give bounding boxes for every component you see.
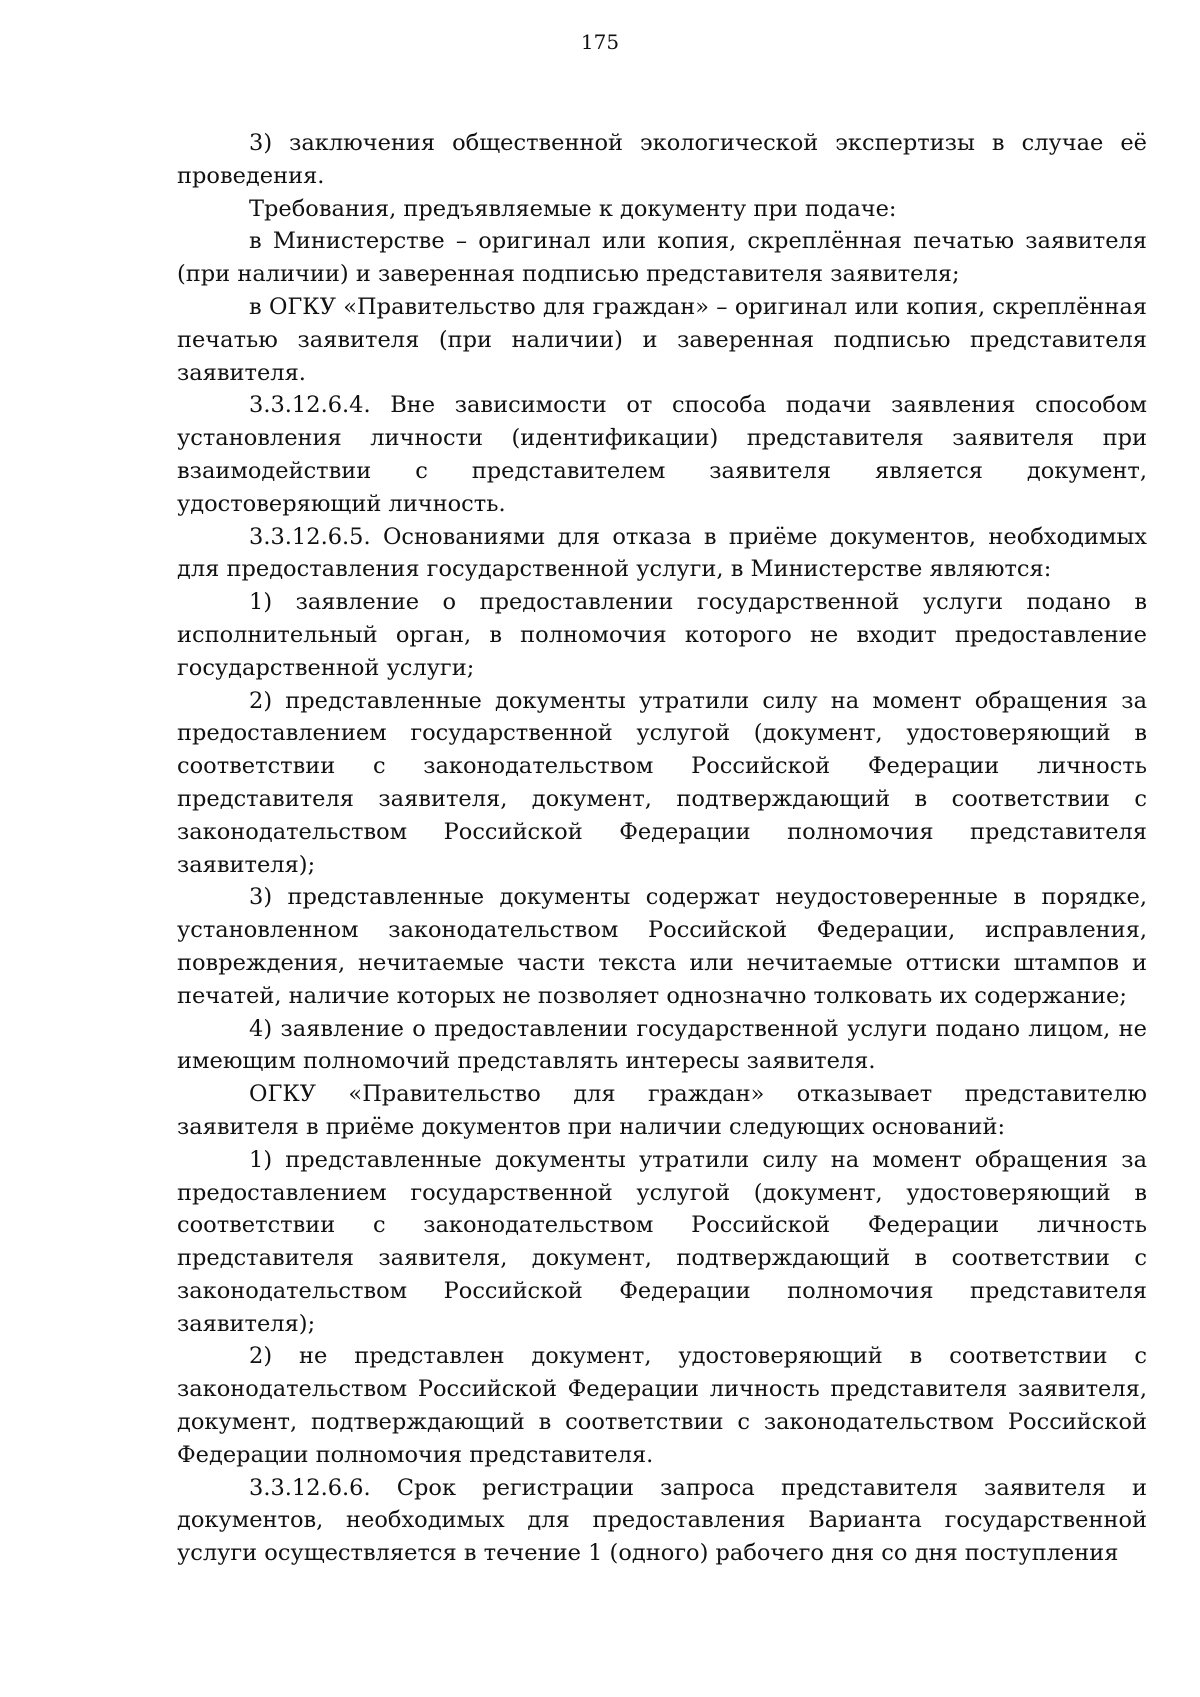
paragraph-ministry-requirement: в Министерстве – оригинал или копия, скреплённая печатью заявителя (при наличии) и заверенная подписью представителя заявителя; xyxy=(177,228,1147,288)
paragraph-refusal-ground-3: 3) представленные документы содержат неудостоверенные в порядке, установленном законодательством Российской Федерации, исправления, повреждения, нечитаемые части текста или нечитаемые оттиски штампов и печатей, наличие которых не позволяет однозначно толковать их содержание; xyxy=(177,884,1147,1009)
document-body xyxy=(177,127,1147,1570)
paragraph-ogku-refusal-intro: ОГКУ «Правительство для граждан» отказывает представителю заявителя в приёме документов при наличии следующих оснований: xyxy=(177,1081,1147,1140)
paragraph-3-3-12-6-5: 3.3.12.6.5. Основаниями для отказа в приёме документов, необходимых для предоставления государственной услуги, в Министерстве являются: xyxy=(177,523,1147,583)
paragraph-item-3-conclusions: 3) заключения общественной экологической экспертизы в случае её проведения. xyxy=(177,130,1147,189)
paragraph-ogku-refusal-ground-1: 1) представленные документы утратили силу на момент обращения за предоставлением государственной услугой (документ, удостоверяющий в соответствии с законодательством Российской Федерации личность представителя заявителя, документ, подтверждающий в соответствии с законодательством Российской Федерации полномочия представителя заявителя); xyxy=(177,1146,1147,1337)
paragraph-refusal-ground-1: 1) заявление о предоставлении государственной услуги подано в исполнительный орган, в полномочия которого не входит предоставление государственной услуги; xyxy=(177,589,1147,681)
paragraph-refusal-ground-2: 2) представленные документы утратили силу на момент обращения за предоставлением государственной услугой (документ, удостоверяющий в соответствии с законодательством Российской Федерации личность представителя заявителя, документ, подтверждающий в соответствии с законодательством Российской Федерации полномочия представителя заявителя); xyxy=(177,687,1147,878)
paragraph-requirements-heading: Требования, предъявляемые к документу при подаче: xyxy=(249,195,897,222)
page-number: 175 xyxy=(580,30,620,54)
paragraph-refusal-ground-4: 4) заявление о предоставлении государственной услуги подано лицом, не имеющим полномочий представлять интересы заявителя. xyxy=(177,1015,1147,1075)
paragraph-3-3-12-6-4: 3.3.12.6.4. Вне зависимости от способа подачи заявления способом установления личности (идентификации) представителя заявителя при взаимодействии с представителем заявителя является документ, удостоверяющий личность. xyxy=(177,392,1147,517)
paragraph-ogku-requirement: в ОГКУ «Правительство для граждан» – оригинал или копия, скреплённая печатью заявителя (при наличии) и заверенная подписью представителя заявителя. xyxy=(177,293,1147,386)
paragraph-3-3-12-6-6: 3.3.12.6.6. Срок регистрации запроса представителя заявителя и документов, необходимых для предоставления Варианта государственной услуги осуществляется в течение 1 (одного) рабочего дня со дня поступления xyxy=(177,1474,1147,1567)
paragraph-ogku-refusal-ground-2: 2) не представлен документ, удостоверяющий в соответствии с законодательством Российской Федерации личность представителя заявителя, документ, подтверждающий в соответствии с законодательством Российской Федерации полномочия представителя. xyxy=(177,1343,1147,1468)
